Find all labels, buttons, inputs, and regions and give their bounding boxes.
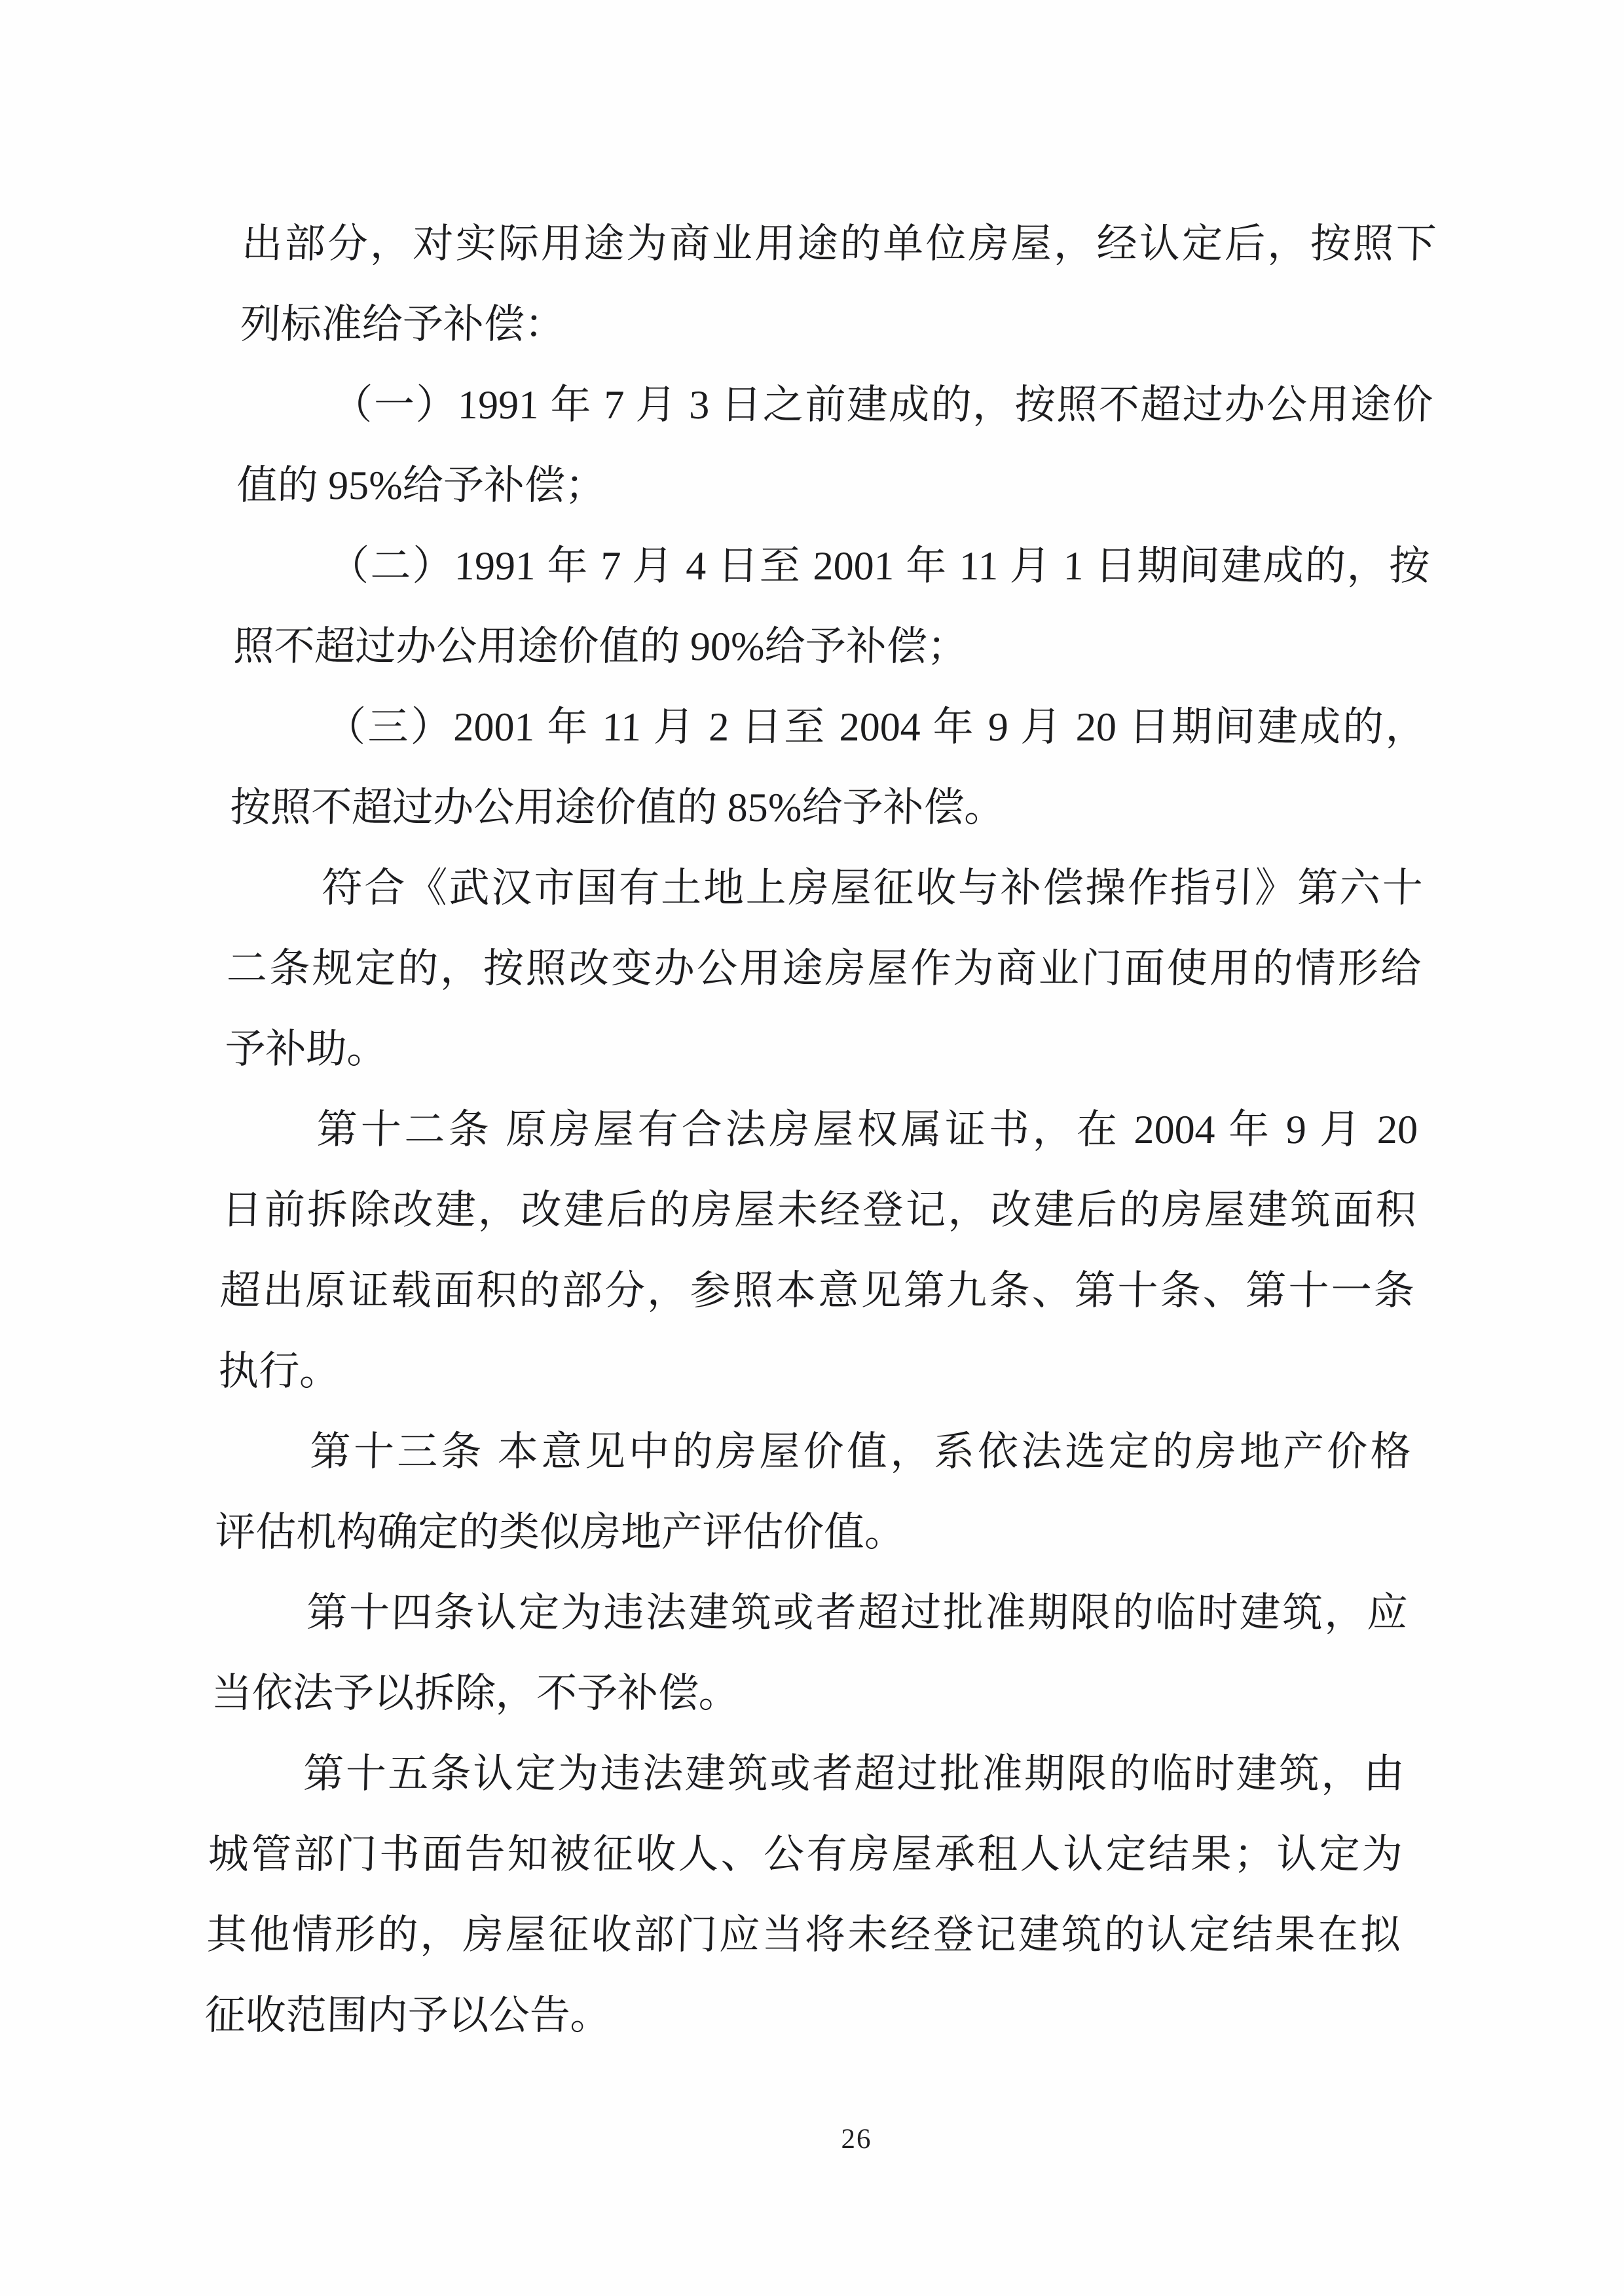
text-line: 符合《武汉市国有土地上房屋征收与补偿操作指引》第六十 (321, 866, 1424, 911)
text-line: 照不超过办公用途价值的 90%给予补偿； (232, 625, 969, 669)
text-line: （三）2001 年 11 月 2 日至 2004 年 9 月 20 日期间建成的， (324, 705, 1427, 750)
text-line: 城管部门书面告知被征收人、公有房屋承租人认定结果；认定为 (208, 1832, 1403, 1877)
page-number: 26 (841, 2124, 872, 2155)
text-line: 按照不超过办公用途价值的 85%给予补偿。 (229, 786, 1006, 830)
text-line: 第十五条认定为违法建筑或者超过批准期限的临时建筑，由 (303, 1752, 1405, 1796)
text-line: 第十二条 原房屋有合法房屋权属证书，在 2004 年 9 月 20 (316, 1108, 1418, 1152)
text-block (204, 204, 1437, 2056)
text-line: 值的 95%给予补偿； (236, 464, 606, 508)
text-line: 二条规定的，按照改变办公用途房屋作为商业门面使用的情形给 (226, 947, 1422, 991)
text-line: 予补助。 (224, 1027, 388, 1072)
text-line: 出部分，对实际用途为商业用途的单位房屋，经认定后，按照下 (241, 222, 1437, 266)
text-line: 其他情形的，房屋征收部门应当将未经登记建筑的认定结果在拟 (206, 1913, 1401, 1958)
text-line: （二）1991 年 7 月 4 日至 2001 年 11 月 1 日期间建成的，按 (327, 544, 1430, 589)
text-line: （一）1991 年 7 月 3 日之前建成的，按照不超过办公用途价 (331, 383, 1433, 428)
text-line: 征收范围内予以公告。 (204, 1994, 612, 2038)
text-line: 超出原证载面积的部分，参照本意见第九条、第十条、第十一条 (219, 1269, 1415, 1313)
text-line: 当依法予以拆除，不予补偿。 (211, 1671, 740, 1716)
text-line: 日前拆除改建，改建后的房屋未经登记，改建后的房屋建筑面积 (221, 1188, 1417, 1233)
text-line: 第十三条 本意见中的房屋价值，系依法选定的房地产价格 (309, 1430, 1412, 1474)
text-line: 执行。 (217, 1349, 341, 1394)
text-line: 评估机构确定的类似房地产评估价值。 (214, 1510, 906, 1555)
text-line: 列标准给予补偿： (240, 302, 566, 347)
text-line: 第十四条认定为违法建筑或者超过批准期限的临时建筑，应 (306, 1591, 1409, 1635)
